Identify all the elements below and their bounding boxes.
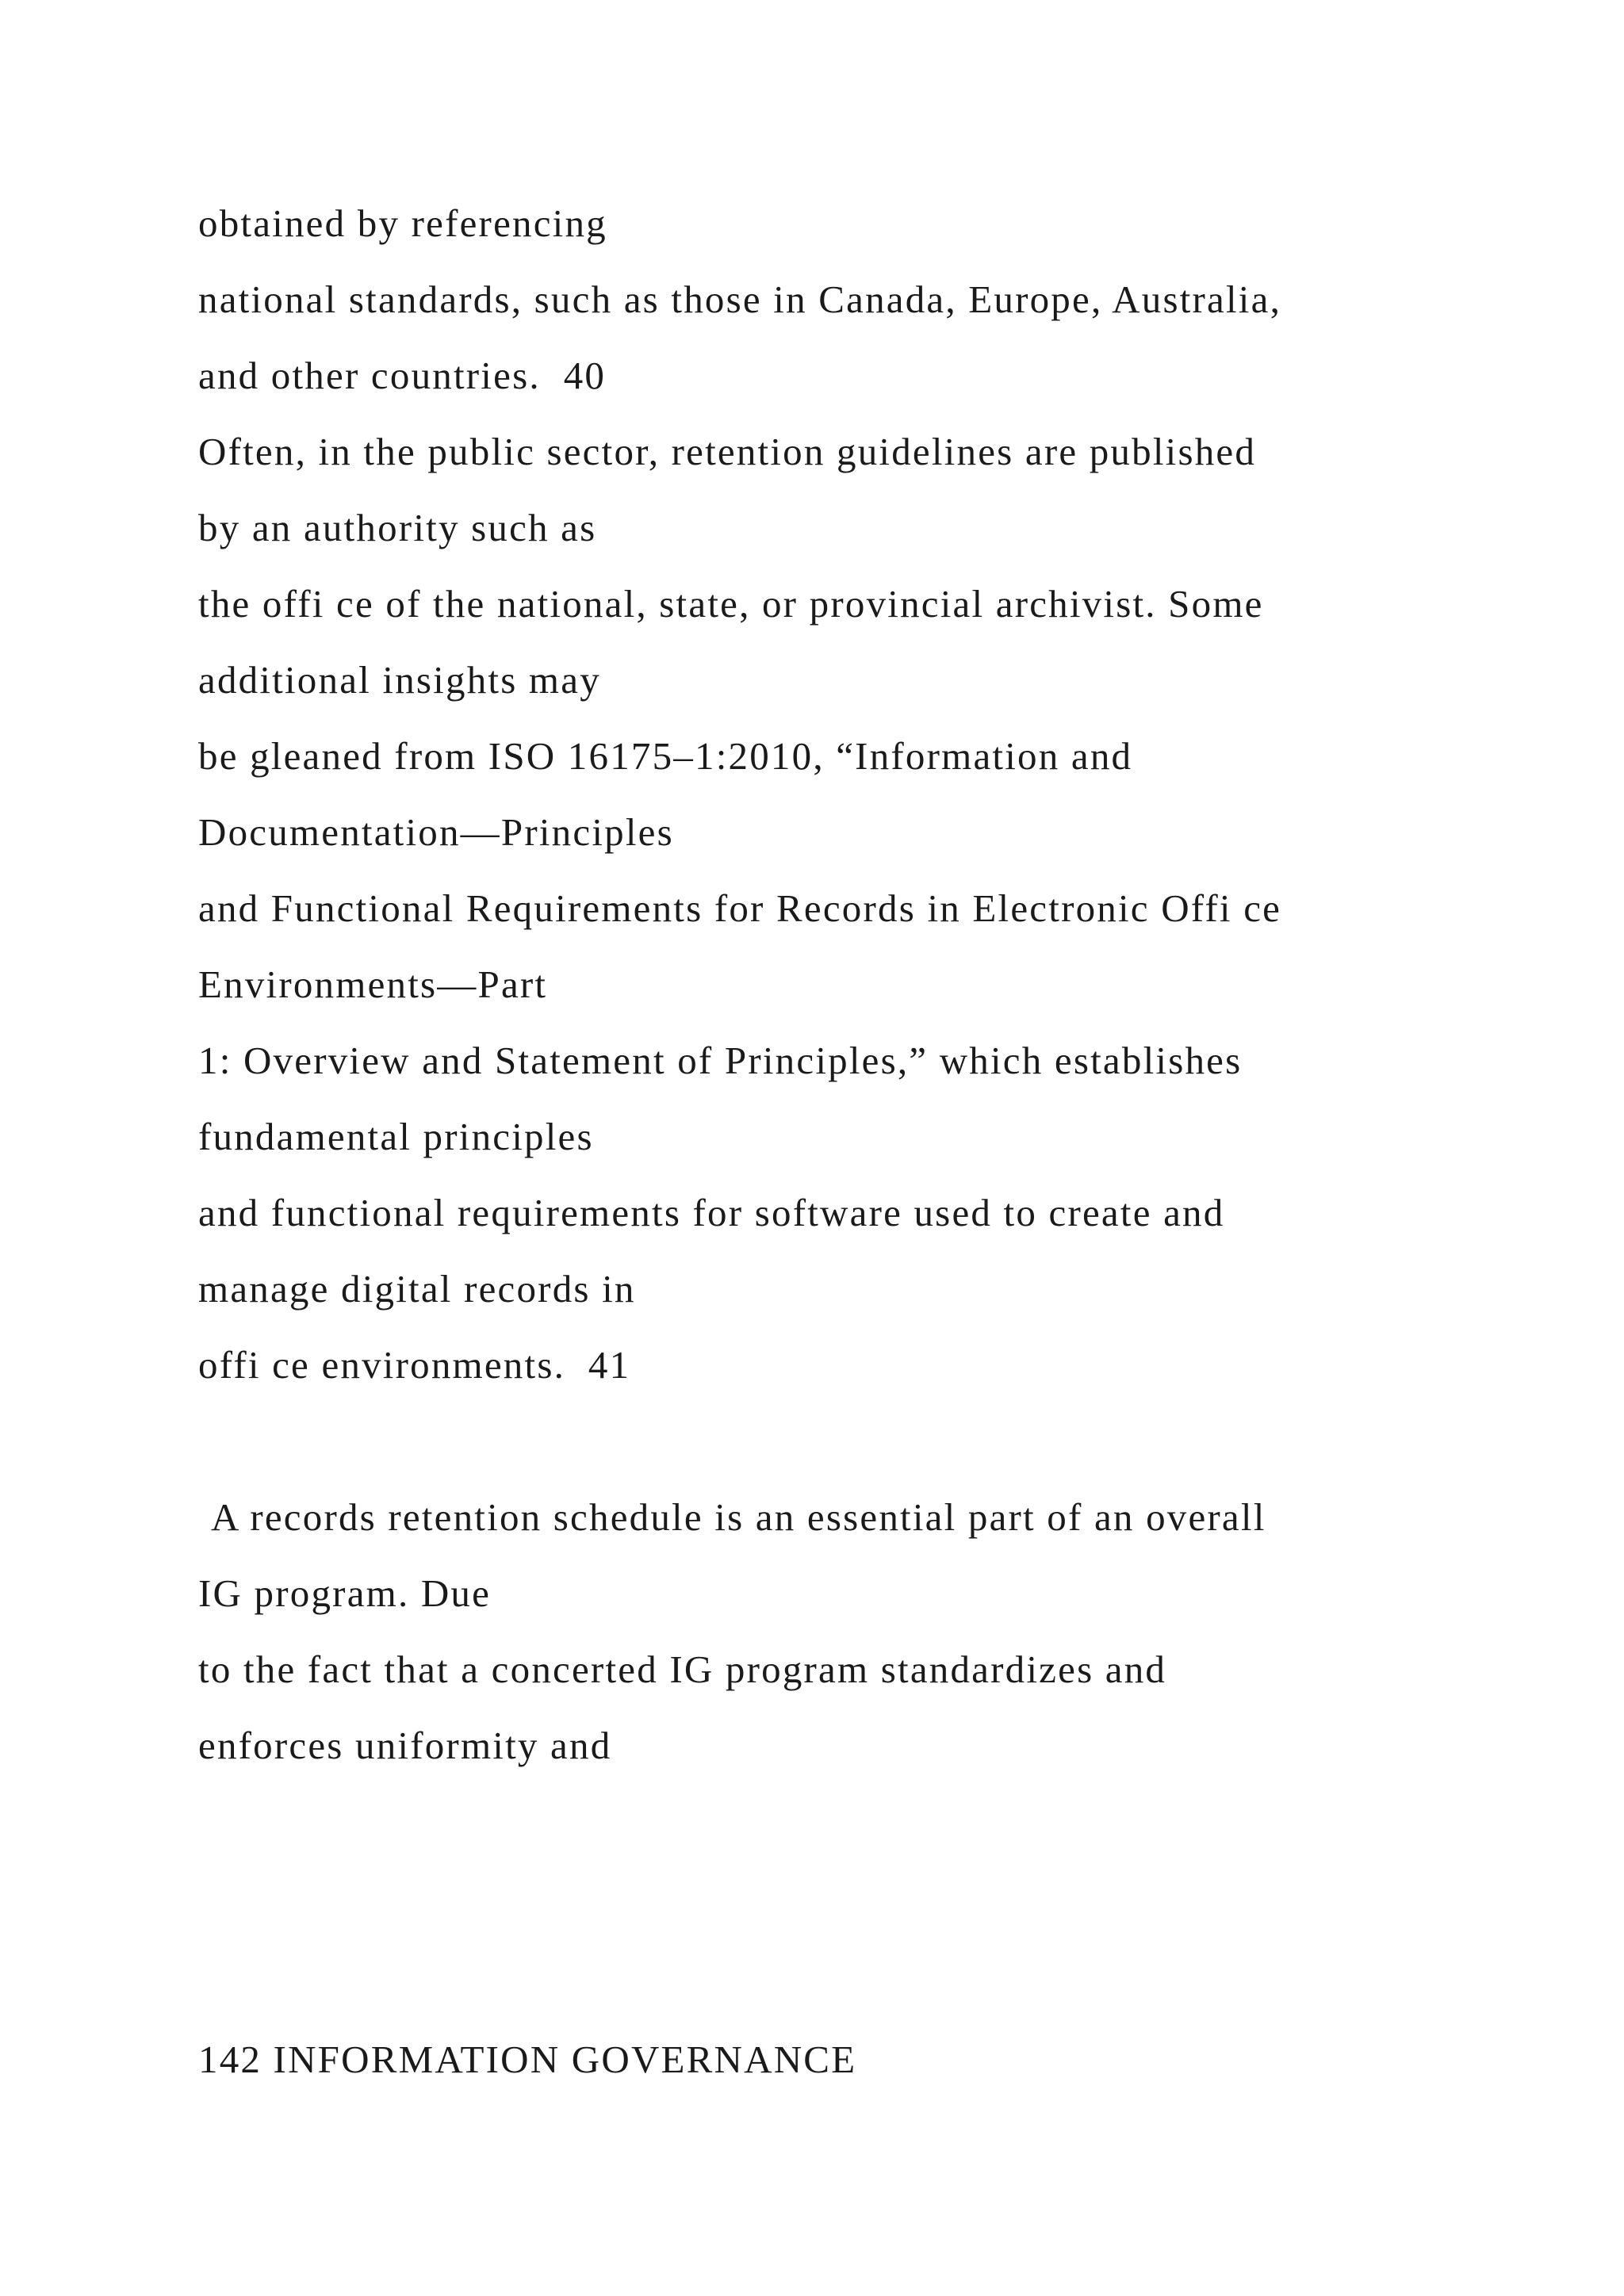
text-line: and Functional Requirements for Records in Electronic Offi ce (198, 886, 1282, 930)
text-line: IG program. Due (198, 1571, 492, 1615)
text-line: and functional requirements for software used to create and (198, 1191, 1225, 1234)
text-line: additional insights may (198, 658, 601, 702)
text-line: A records retention schedule is an essential part of an overall (211, 1495, 1266, 1539)
text-line: obtained by referencing (198, 201, 607, 245)
text-line: be gleaned from ISO 16175–1:2010, “Information and (198, 734, 1133, 778)
page-footer: 142 INFORMATION GOVERNANCE (198, 2038, 857, 2081)
text-line: the offi ce of the national, state, or provincial archivist. Some (198, 582, 1264, 626)
text-line: and other countries. 40 (198, 354, 607, 397)
text-line: by an authority such as (198, 506, 597, 549)
text-line: Documentation—Principles (198, 810, 674, 854)
text-line: manage digital records in (198, 1267, 636, 1311)
text-line: 1: Overview and Statement of Principles,” which establishes (198, 1039, 1243, 1082)
text-line: Environments—Part (198, 962, 548, 1006)
text-line: enforces uniformity and (198, 1724, 612, 1767)
text-line: national standards, such as those in Canada, Europe, Australia, (198, 277, 1282, 321)
text-line: Often, in the public sector, retention guidelines are published (198, 430, 1257, 473)
text-line: fundamental principles (198, 1115, 594, 1158)
text-line: offi ce environments. 41 (198, 1343, 631, 1387)
text-line: to the fact that a concerted IG program standardizes and (198, 1647, 1167, 1691)
